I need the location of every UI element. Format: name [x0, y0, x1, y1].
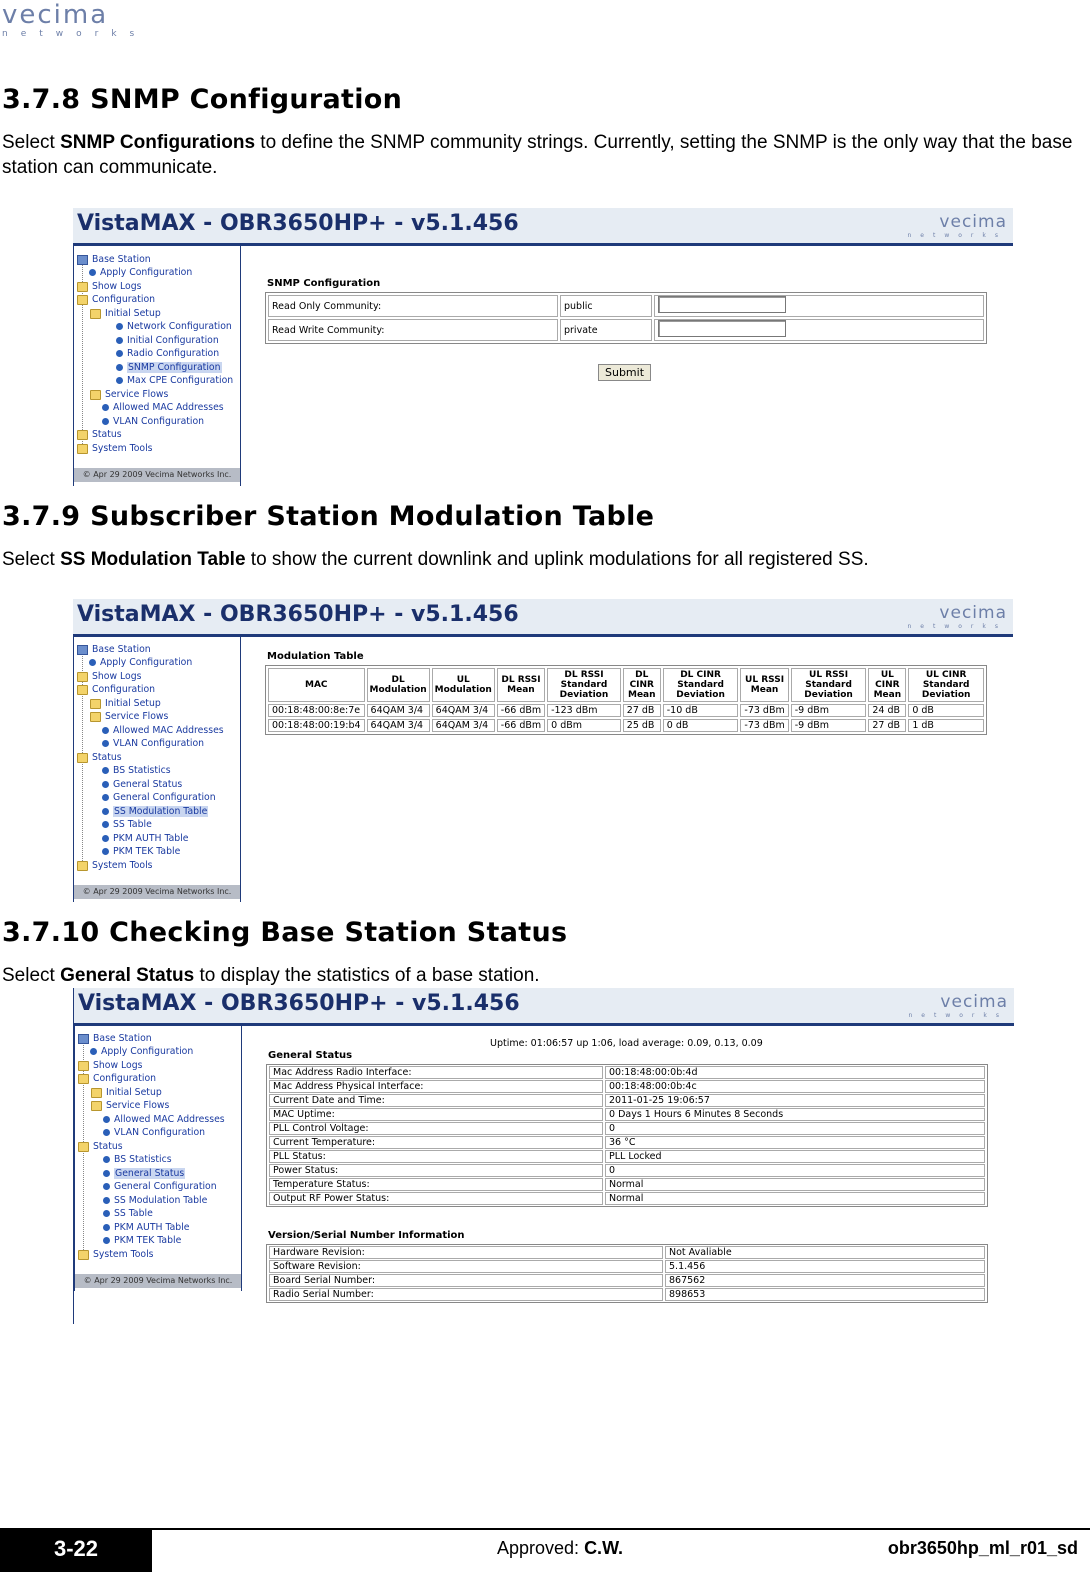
folder-icon — [90, 390, 101, 400]
tree-general-status[interactable]: General Status — [102, 778, 182, 791]
screenshot-modulation-table — [73, 599, 1013, 902]
tree-show-logs[interactable]: Show Logs — [77, 280, 142, 293]
folder-icon — [91, 1088, 102, 1098]
table-cell: -9 dBm — [791, 704, 867, 717]
app-title-bar — [73, 599, 1013, 637]
bullet-icon — [103, 1224, 110, 1231]
table-cell: 0 dBm — [547, 719, 621, 732]
folder-icon — [90, 309, 101, 319]
app-logo-sub: networks — [908, 1012, 1008, 1019]
row-value: private — [560, 319, 652, 341]
bullet-icon — [102, 727, 109, 734]
bullet-icon — [103, 1116, 110, 1123]
tree-ss-table[interactable]: SS Table — [103, 1207, 153, 1220]
folder-icon — [77, 685, 88, 695]
app-title: VistaMAX - OBR3650HP+ - v5.1.456 — [78, 991, 520, 1016]
table-cell: -66 dBm — [497, 719, 545, 732]
bullet-icon — [102, 835, 109, 842]
section-paragraph-snmp: Select SNMP Configurations to define the SNMP community strings. Currently, setting the SNMP is the only way that the base station can communicate. — [2, 132, 1073, 178]
tree-pkm-tek-table[interactable]: PKM TEK Table — [102, 845, 180, 858]
app-logo-sub: networks — [907, 232, 1007, 239]
tree-pkm-tek-table[interactable]: PKM TEK Table — [103, 1234, 181, 1247]
tree-radio-configuration[interactable]: Radio Configuration — [116, 347, 219, 360]
folder-icon — [77, 672, 88, 682]
tree-allowed-mac-addresses[interactable]: Allowed MAC Addresses — [103, 1113, 225, 1126]
column-header: DL CINR Mean — [623, 668, 661, 702]
folder-icon — [77, 295, 88, 305]
row-label: Software Revision: — [269, 1260, 663, 1273]
bullet-icon — [103, 1197, 110, 1204]
tree-status[interactable]: Status — [77, 751, 122, 764]
table-cell: 64QAM 3/4 — [367, 719, 430, 732]
tree-apply-configuration[interactable]: Apply Configuration — [89, 656, 192, 669]
bullet-icon — [102, 781, 109, 788]
tree-bs-statistics[interactable]: BS Statistics — [103, 1153, 172, 1166]
app-copyright: © Apr 29 2009 Vecima Networks Inc. — [74, 468, 240, 482]
table-row — [269, 1274, 985, 1287]
table-cell: 00:18:48:00:19:b4 — [268, 719, 365, 732]
tree-snmp-configuration[interactable]: SNMP Configuration — [116, 361, 222, 374]
table-row — [269, 1136, 985, 1149]
table-row — [269, 1150, 985, 1163]
tree-general-status[interactable]: General Status — [103, 1167, 185, 1180]
column-header: UL Modulation — [432, 668, 495, 702]
navigation-tree — [73, 637, 241, 902]
row-label: Temperature Status: — [269, 1178, 603, 1191]
row-value: 0 — [605, 1122, 985, 1135]
row-label: Mac Address Radio Interface: — [269, 1066, 603, 1079]
bullet-icon — [103, 1170, 110, 1177]
table-row — [269, 1260, 985, 1273]
row-label: Radio Serial Number: — [269, 1288, 663, 1301]
row-value: public — [560, 295, 652, 317]
uptime-text: Uptime: 01:06:57 up 1:06, load average: 0.09, 0.13, 0.09 — [490, 1038, 763, 1049]
tree-system-tools[interactable]: System Tools — [77, 442, 153, 455]
folder-icon — [77, 430, 88, 440]
app-logo-word: vecima — [940, 992, 1008, 1012]
tree-service-flows[interactable]: Service Flows — [90, 388, 168, 401]
logo-word: vecima — [2, 0, 109, 30]
app-title-bar — [74, 988, 1014, 1026]
document-id: obr3650hp_ml_r01_sd — [887, 1538, 1078, 1558]
table-cell: 25 dB — [623, 719, 661, 732]
column-header: UL RSSI Mean — [740, 668, 788, 702]
bullet-icon — [103, 1156, 110, 1163]
snmp-table — [265, 292, 987, 344]
column-header: DL RSSI Mean — [497, 668, 545, 702]
tree-network-configuration[interactable]: Network Configuration — [116, 320, 232, 333]
row-value: 00:18:48:00:0b:4d — [605, 1066, 985, 1079]
folder-icon — [91, 1101, 102, 1111]
row-value: Normal — [605, 1192, 985, 1205]
row-value: 00:18:48:00:0b:4c — [605, 1080, 985, 1093]
computer-icon — [77, 255, 88, 265]
table-header-row — [268, 668, 984, 702]
tree-max-cpe-configuration[interactable]: Max CPE Configuration — [116, 374, 233, 387]
bullet-icon — [89, 269, 96, 276]
row-label: Mac Address Physical Interface: — [269, 1080, 603, 1093]
table-cell: -73 dBm — [740, 719, 788, 732]
bullet-icon — [102, 740, 109, 747]
tree-initial-setup[interactable]: Initial Setup — [90, 307, 161, 320]
app-logo-sub: networks — [907, 623, 1007, 630]
section-paragraph-status: Select General Status to display the statistics of a base station. — [2, 965, 540, 986]
read-only-community-input[interactable] — [658, 296, 786, 313]
tree-vlan-configuration[interactable]: VLAN Configuration — [103, 1126, 205, 1139]
folder-icon — [77, 282, 88, 292]
screenshot-general-status — [73, 988, 1014, 1324]
folder-icon — [78, 1142, 89, 1152]
tree-system-tools[interactable]: System Tools — [77, 859, 153, 872]
app-title-bar — [73, 208, 1013, 246]
row-label: PLL Status: — [269, 1150, 603, 1163]
tree-system-tools[interactable]: System Tools — [78, 1248, 154, 1261]
column-header: DL Modulation — [367, 668, 430, 702]
app-logo — [896, 992, 1008, 1020]
version-info-table — [266, 1244, 988, 1303]
app-copyright: © Apr 29 2009 Vecima Networks Inc. — [75, 1274, 241, 1288]
table-cell: -123 dBm — [547, 704, 621, 717]
read-only-community-cell — [654, 295, 984, 317]
table-row — [269, 1066, 985, 1079]
table-row — [269, 1288, 985, 1301]
table-cell: -66 dBm — [497, 704, 545, 717]
tree-pkm-auth-table[interactable]: PKM AUTH Table — [102, 832, 189, 845]
folder-icon — [78, 1061, 89, 1071]
folder-icon — [77, 861, 88, 871]
table-cell: 64QAM 3/4 — [432, 719, 495, 732]
column-header: DL CINR Standard Deviation — [663, 668, 739, 702]
row-label: MAC Uptime: — [269, 1108, 603, 1121]
app-logo — [895, 212, 1007, 240]
bullet-icon — [116, 364, 123, 371]
table-cell: 0 dB — [663, 719, 739, 732]
read-write-community-input[interactable] — [658, 320, 786, 337]
tree-show-logs[interactable]: Show Logs — [78, 1059, 143, 1072]
bullet-icon — [103, 1183, 110, 1190]
tree-apply-configuration[interactable]: Apply Configuration — [89, 266, 192, 279]
tree-pkm-auth-table[interactable]: PKM AUTH Table — [103, 1221, 190, 1234]
folder-icon — [78, 1250, 89, 1260]
tree-service-flows[interactable]: Service Flows — [91, 1099, 169, 1112]
bullet-icon — [102, 418, 109, 425]
tree-apply-configuration[interactable]: Apply Configuration — [90, 1045, 193, 1058]
bullet-icon — [102, 404, 109, 411]
folder-icon — [90, 712, 101, 722]
approval: Approved: C.W. — [497, 1538, 624, 1558]
app-logo-word: vecima — [939, 212, 1007, 232]
tree-initial-setup[interactable]: Initial Setup — [91, 1086, 162, 1099]
tree-configuration[interactable]: Configuration — [77, 293, 155, 306]
row-label: Current Date and Time: — [269, 1094, 603, 1107]
bullet-icon — [102, 767, 109, 774]
table-cell: -9 dBm — [791, 719, 867, 732]
tree-configuration[interactable]: Configuration — [78, 1072, 156, 1085]
tree-general-configuration[interactable]: General Configuration — [103, 1180, 217, 1193]
logo-subtitle: networks — [2, 29, 148, 39]
bullet-icon — [102, 848, 109, 855]
row-label: Current Temperature: — [269, 1136, 603, 1149]
row-value: PLL Locked — [605, 1150, 985, 1163]
table-cell: -10 dB — [663, 704, 739, 717]
modulation-table — [265, 665, 987, 735]
row-value: 867562 — [665, 1274, 985, 1287]
page-footer — [0, 1528, 1090, 1572]
vecima-logo — [2, 2, 152, 38]
app-title: VistaMAX - OBR3650HP+ - v5.1.456 — [77, 211, 519, 236]
section-heading-status: 3.7.10 Checking Base Station Status — [2, 917, 568, 948]
general-status-title: General Status — [268, 1050, 353, 1061]
table-row — [269, 1246, 985, 1259]
tree-status[interactable]: Status — [78, 1140, 123, 1153]
table-cell: 24 dB — [868, 704, 906, 717]
table-cell: 27 dB — [623, 704, 661, 717]
tree-base-station[interactable]: Base Station — [77, 253, 151, 266]
row-value: 36 °C — [605, 1136, 985, 1149]
snmp-section-title: SNMP Configuration — [267, 278, 381, 289]
tree-allowed-mac-addresses[interactable]: Allowed MAC Addresses — [102, 724, 224, 737]
general-status-table — [266, 1064, 988, 1207]
page-number: 3-22 — [0, 1530, 152, 1572]
section-heading-modulation: 3.7.9 Subscriber Station Modulation Table — [2, 501, 655, 532]
table-cell: 64QAM 3/4 — [432, 704, 495, 717]
row-value: Normal — [605, 1178, 985, 1191]
table-row — [268, 295, 984, 317]
bullet-icon — [116, 323, 123, 330]
tree-vlan-configuration[interactable]: VLAN Configuration — [102, 737, 204, 750]
bullet-icon — [102, 821, 109, 828]
tree-ss-modulation-table[interactable]: SS Modulation Table — [103, 1194, 207, 1207]
table-row — [269, 1178, 985, 1191]
bullet-icon — [102, 808, 109, 815]
app-logo — [895, 603, 1007, 631]
row-value: Not Avaliable — [665, 1246, 985, 1259]
table-row — [269, 1122, 985, 1135]
table-cell: 0 dB — [908, 704, 984, 717]
bullet-icon — [102, 794, 109, 801]
row-value: 0 Days 1 Hours 6 Minutes 8 Seconds — [605, 1108, 985, 1121]
column-header: UL CINR Standard Deviation — [908, 668, 984, 702]
navigation-tree — [73, 246, 241, 486]
row-label: Output RF Power Status: — [269, 1192, 603, 1205]
row-label: PLL Control Voltage: — [269, 1122, 603, 1135]
computer-icon — [77, 645, 88, 655]
column-header: UL RSSI Standard Deviation — [791, 668, 867, 702]
column-header: UL CINR Mean — [868, 668, 906, 702]
folder-icon — [78, 1074, 89, 1084]
table-cell: 27 dB — [868, 719, 906, 732]
bullet-icon — [103, 1210, 110, 1217]
section-heading-snmp: 3.7.8 SNMP Configuration — [2, 84, 403, 115]
table-row — [269, 1094, 985, 1107]
column-header: DL RSSI Standard Deviation — [547, 668, 621, 702]
row-label: Read Only Community: — [268, 295, 558, 317]
row-value: 898653 — [665, 1288, 985, 1301]
row-value: 5.1.456 — [665, 1260, 985, 1273]
bullet-icon — [116, 350, 123, 357]
tree-base-station[interactable]: Base Station — [78, 1032, 152, 1045]
section-paragraph-modulation: Select SS Modulation Table to show the current downlink and uplink modulations for all registered SS. — [2, 549, 869, 570]
app-copyright: © Apr 29 2009 Vecima Networks Inc. — [74, 885, 240, 899]
bullet-icon — [89, 659, 96, 666]
table-cell: 00:18:48:00:8e:7e — [268, 704, 365, 717]
table-row — [269, 1080, 985, 1093]
table-row — [269, 1192, 985, 1205]
row-label: Power Status: — [269, 1164, 603, 1177]
tree-configuration[interactable]: Configuration — [77, 683, 155, 696]
tree-show-logs[interactable]: Show Logs — [77, 670, 142, 683]
folder-icon — [77, 444, 88, 454]
row-value: 0 — [605, 1164, 985, 1177]
tree-initial-configuration[interactable]: Initial Configuration — [116, 334, 219, 347]
modulation-section-title: Modulation Table — [267, 651, 364, 662]
tree-base-station[interactable]: Base Station — [77, 643, 151, 656]
bullet-icon — [103, 1237, 110, 1244]
table-row — [269, 1164, 985, 1177]
table-cell: -73 dBm — [740, 704, 788, 717]
screenshot-snmp-configuration — [73, 208, 1013, 486]
read-write-community-cell — [654, 319, 984, 341]
app-title: VistaMAX - OBR3650HP+ - v5.1.456 — [77, 602, 519, 627]
tree-initial-setup[interactable]: Initial Setup — [90, 697, 161, 710]
tree-allowed-mac-addresses[interactable]: Allowed MAC Addresses — [102, 401, 224, 414]
navigation-tree — [74, 1026, 242, 1291]
table-row — [268, 704, 984, 717]
row-label: Board Serial Number: — [269, 1274, 663, 1287]
submit-button[interactable]: Submit — [598, 364, 651, 381]
table-row — [268, 319, 984, 341]
bullet-icon — [116, 337, 123, 344]
folder-icon — [77, 753, 88, 763]
bullet-icon — [116, 377, 123, 384]
version-info-title: Version/Serial Number Information — [268, 1230, 465, 1241]
row-label: Hardware Revision: — [269, 1246, 663, 1259]
column-header: MAC — [268, 668, 365, 702]
tree-vlan-configuration[interactable]: VLAN Configuration — [102, 415, 204, 428]
tree-ss-table[interactable]: SS Table — [102, 818, 152, 831]
tree-status[interactable]: Status — [77, 428, 122, 441]
app-logo-word: vecima — [939, 603, 1007, 623]
tree-bs-statistics[interactable]: BS Statistics — [102, 764, 171, 777]
bullet-icon — [103, 1129, 110, 1136]
table-cell: 1 dB — [908, 719, 984, 732]
folder-icon — [90, 699, 101, 709]
row-value: 2011-01-25 19:06:57 — [605, 1094, 985, 1107]
tree-ss-modulation-table[interactable]: SS Modulation Table — [102, 805, 208, 818]
bullet-icon — [90, 1048, 97, 1055]
computer-icon — [78, 1034, 89, 1044]
tree-general-configuration[interactable]: General Configuration — [102, 791, 216, 804]
row-label: Read Write Community: — [268, 319, 558, 341]
table-row — [268, 719, 984, 732]
tree-service-flows[interactable]: Service Flows — [90, 710, 168, 723]
table-row — [269, 1108, 985, 1121]
table-cell: 64QAM 3/4 — [367, 704, 430, 717]
